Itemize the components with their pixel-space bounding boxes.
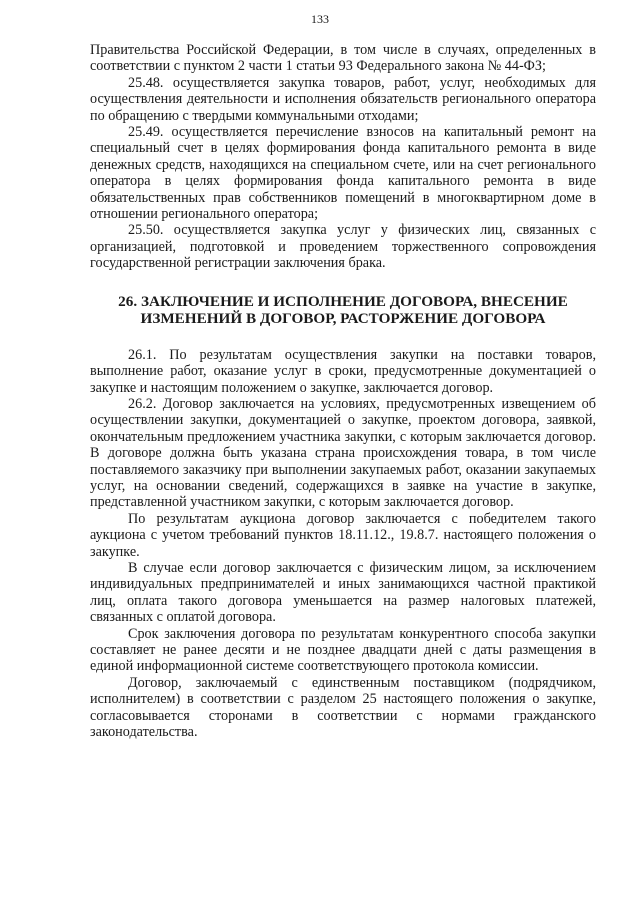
section-heading: 26. ЗАКЛЮЧЕНИЕ И ИСПОЛНЕНИЕ ДОГОВОРА, ВНЕСЕНИЕ ИЗМЕНЕНИЙ В ДОГОВОР, РАСТОРЖЕНИЕ ДОГОВОРА xyxy=(118,292,568,327)
paragraph-26-1: 26.1. По результатам осуществления закупки на поставки товаров, выполнение работ, оказание услуг в сроки, предусмотренные документацией о закупке и настоящим положением о закупке, заключается договор. xyxy=(90,346,596,396)
paragraph-individual: В случае если договор заключается с физическим лицом, за исключением индивидуальных предпринимателей и иных занимающихся частной практикой лиц, оплата такого договора уменьшается на размер налоговых платежей, связанных с оплатой договора. xyxy=(90,559,596,626)
paragraph-auction: По результатам аукциона договор заключается с победителем такого аукциона с учетом требований пунктов 18.11.12., 19.8.7. настоящего положения о закупке. xyxy=(90,510,596,560)
paragraph-25-50: 25.50. осуществляется закупка услуг у физических лиц, связанных с организацией, подготовкой и проведением торжественного сопровождения государственной регистрации заключения брака. xyxy=(90,222,596,272)
paragraph-26-2: 26.2. Договор заключается на условиях, предусмотренных извещением об осуществлении закупки, документацией о закупке, проектом договора, заявкой, окончательным предложением участника закупки, с которым заключается договор. В договоре должна быть указана страна происхождения товара, в том числе поставляемого заказчику при выполнении закупаемых работ, оказании закупаемых услуг, на основании сведений, содержащихся в заявке на участие в закупке, представленной участником закупки, с которым заключается договор. xyxy=(90,395,596,511)
paragraph-single-supplier: Договор, заключаемый с единственным поставщиком (подрядчиком, исполнителем) в соответствии с разделом 25 настоящего положения о закупке, согласовывается сторонами в соответствии с нормами гражданского законодательства. xyxy=(90,674,596,741)
page-number: 133 xyxy=(311,12,329,26)
paragraph-25-49: 25.49. осуществляется перечисление взносов на капитальный ремонт на специальный счет в целях формирования фонда капитального ремонта в виде денежных средств, находящихся на специальном счете, или на счет регионального оператора в целях формирования фонда капитального ремонта в виде обязательственных прав собственников помещений в многоквартирном доме в отношении регионального оператора; xyxy=(90,124,596,223)
document-body xyxy=(90,42,596,740)
paragraph-25-48: 25.48. осуществляется закупка товаров, работ, услуг, необходимых для осуществления деятельности и исполнения обязательств регионального оператора по обращению с твердыми коммунальными отходами; xyxy=(90,74,596,124)
paragraph-continuation: Правительства Российской Федерации, в том числе в случаях, определенных в соответствии с пунктом 2 части 1 статьи 93 Федерального закона № 44-ФЗ; xyxy=(90,42,596,75)
paragraph-term: Срок заключения договора по результатам конкурентного способа закупки составляет не ранее десяти и не позднее двадцати дней с даты размещения в единой информационной системе соответствующего протокола комиссии. xyxy=(90,625,596,675)
